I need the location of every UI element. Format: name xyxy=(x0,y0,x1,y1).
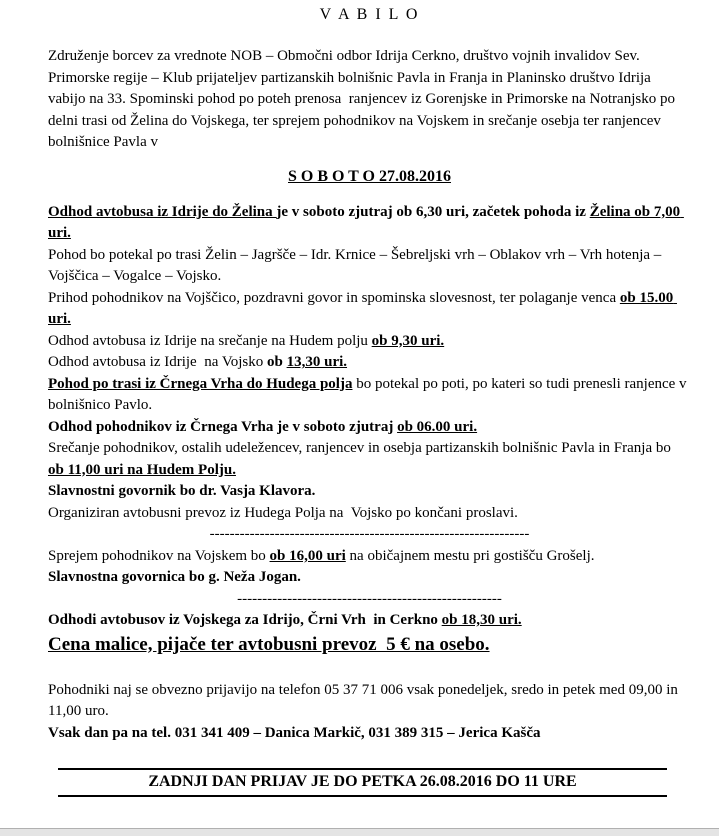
daily-phone-line: Vsak dan pa na tel. 031 341 409 – Danica Markič, 031 389 315 – Jerica Kašča xyxy=(48,724,541,741)
date-heading: S O B O T O 27.08.2016 xyxy=(288,167,451,185)
departure-crni-vrh-line: Odhod pohodnikov iz Črnega Vrha je v soboto zjutraj ob 06.00 uri. xyxy=(48,418,478,435)
document-title: V A B I L O xyxy=(319,6,420,23)
separator-dashes-2: ----------------------------------------------------- xyxy=(237,590,502,607)
bus-hudo-polje-line: Odhod avtobusa iz Idrije na srečanje na Hudem polju ob 9,30 uri. xyxy=(48,332,445,349)
route-line: Pohod bo potekal po trasi Želin – Jagršče – Idr. Krnice – Šebreljski vrh – Oblakov vrh – Vrh hotenja – Vojščica – Vogalce – Vojsko. xyxy=(48,246,665,284)
schedule-block xyxy=(48,202,691,745)
bus-idrija-zelin-line: Odhod avtobusa iz Idrije do Želina je v soboto zjutraj ob 6,30 uri, začetek pohoda iz Želina ob 7,00 uri. xyxy=(48,203,684,241)
meeting-hudo-polje-line: Srečanje pohodnikov, ostalih udeležencev, ranjencev in osebja partizanskih bolnišnic Pavla in Franja bo ob 11,00 uri na Hudem Polju. xyxy=(48,440,675,478)
trail-crni-vrh-line: Pohod po trasi iz Črnega Vrha do Hudega polja bo potekal po poti, po kateri so tudi prenesli ranjence v bolnišnico Pavlo. xyxy=(48,375,691,413)
separator-dashes-1: ---------------------------------------------------------------- xyxy=(209,526,530,542)
ceremonial-speaker-line: Slavnostni govornik bo dr. Vasja Klavora. xyxy=(48,483,316,499)
bus-return-line: Organiziran avtobusni prevoz iz Hudega Polja na Vojsko po končani proslavi. xyxy=(48,504,518,521)
bus-departures-line: Odhodi avtobusov iz Vojskega za Idrijo, Črni Vrh in Cerkno ob 18,30 uri. xyxy=(48,612,522,628)
deadline-banner: ZADNJI DAN PRIJAV JE DO PETKA 26.08.2016 DO 11 URE xyxy=(58,768,667,797)
price-line: Cena malice, pijače ter avtobusni prevoz 5 € na osebo. xyxy=(48,633,490,655)
registration-phone-line: Pohodniki naj se obvezno prijavijo na telefon 05 37 71 006 vsak ponedeljek, sredo in petek med 09,00 in 11,00 uro. xyxy=(48,681,682,719)
bus-vojsko-line: Odhod avtobusa iz Idrije na Vojsko ob 13,30 uri. xyxy=(48,354,348,370)
ceremonial-speaker2-line: Slavnostna govornica bo g. Neža Jogan. xyxy=(48,569,301,585)
intro-paragraph: Združenje borcev za vrednote NOB – Območni odbor Idrija Cerkno, društvo vojnih invalidov Sev. Primorske regije – Klub prijateljev partizanskih bolnišnic Pavla in Franja in Planinsko društvo Idrija vabijo na 33. Spominski pohod po poteh prenosa ranjencev iz Gorenjske in Primorske na Notranjsko po delni trasi od Želina do Vojskega, ter sprejem pohodnikov na Vojskem in srečanje osebja ter ranjencev bolnišnice Pavla v xyxy=(48,48,679,150)
reception-vojsko-line: Sprejem pohodnikov na Vojskem bo ob 16,00 uri na običajnem mestu pri gostišču Grošelj. xyxy=(48,547,595,564)
arrival-vojscica-line: Prihod pohodnikov na Vojščico, pozdravni govor in spominska slovesnost, ter polaganje venca ob 15.00 uri. xyxy=(48,289,677,327)
horizontal-scrollbar[interactable] xyxy=(0,828,719,836)
